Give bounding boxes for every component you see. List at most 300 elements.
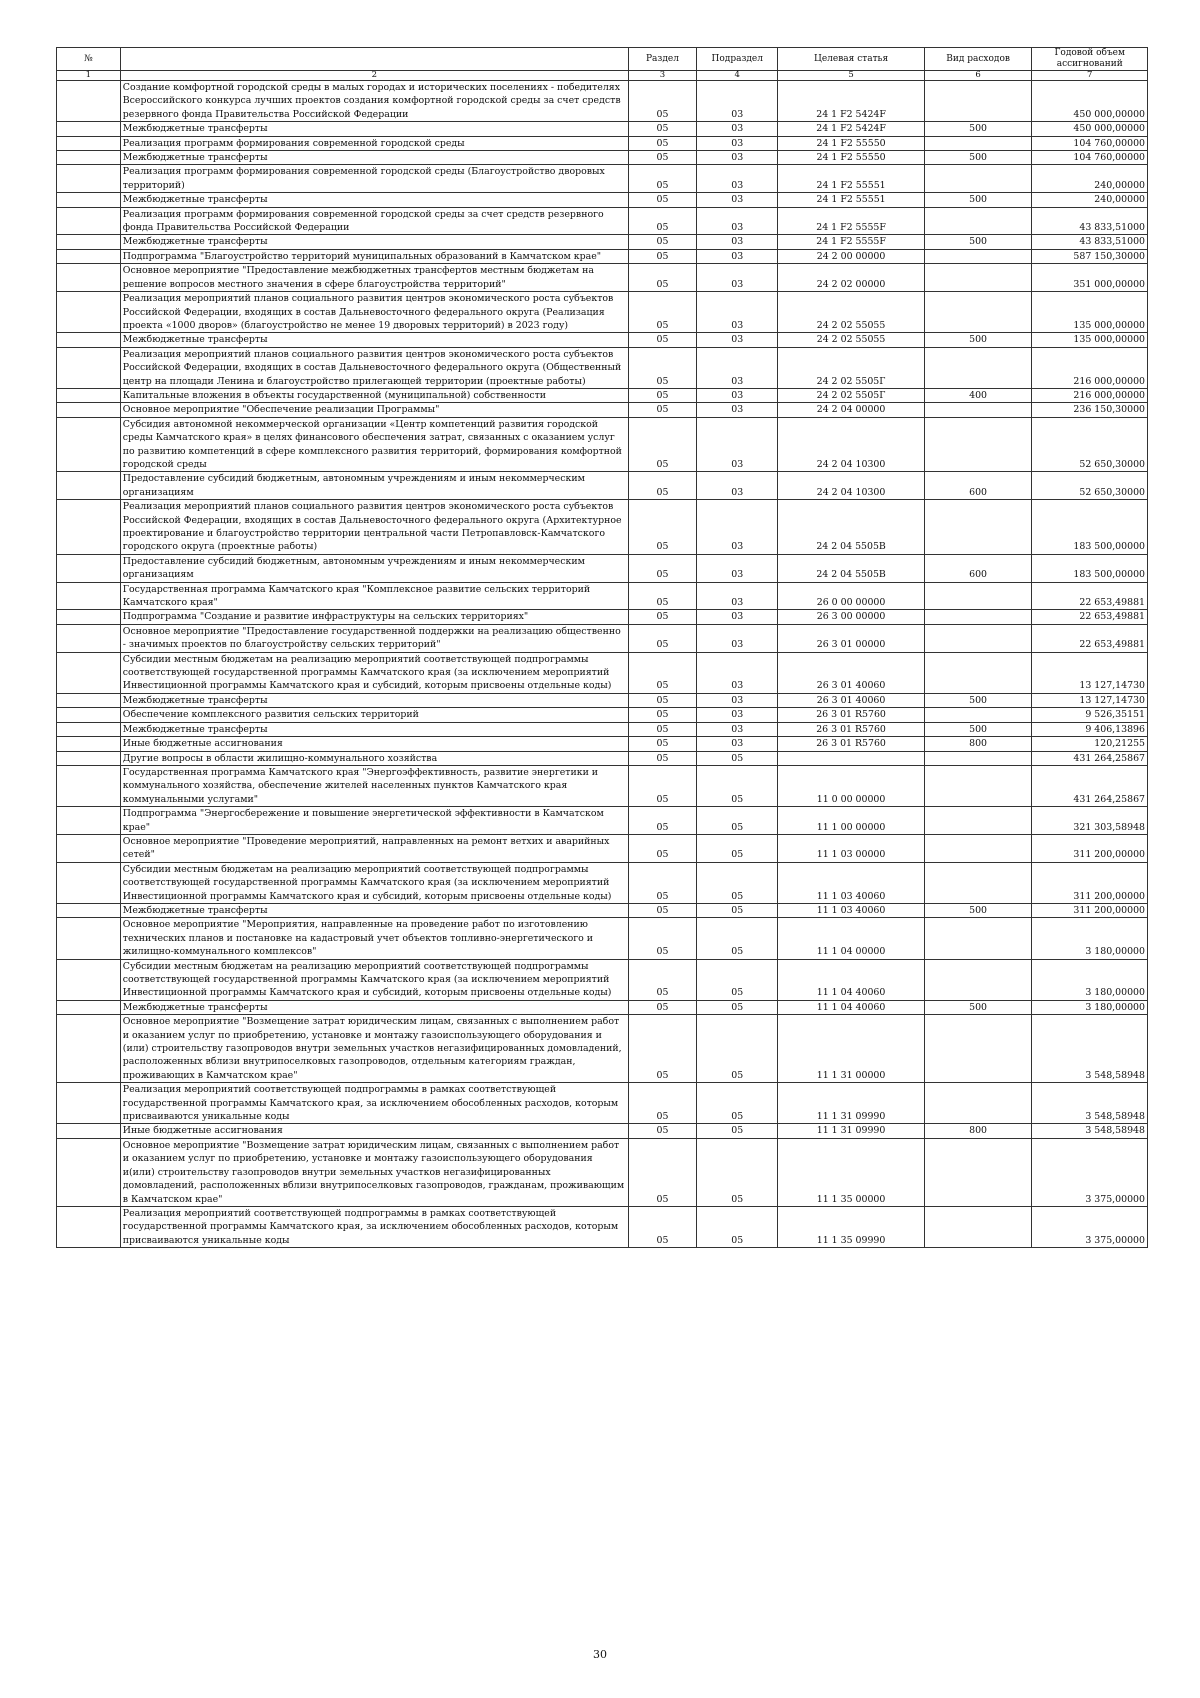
cell-vid bbox=[924, 417, 1032, 472]
cell-amount: 216 000,00000 bbox=[1032, 388, 1148, 402]
table-row bbox=[57, 765, 1148, 806]
cell-podrazdel: 03 bbox=[697, 417, 778, 472]
cell-razdel: 05 bbox=[628, 554, 696, 582]
cell-celevaya: 24 2 04 10300 bbox=[778, 417, 924, 472]
cell-name: Основное мероприятие "Мероприятия, направленные на проведение работ по изготовлению технических планов и постановке на кадастровый учет объектов топливно-энергетического и жилищно-коммунального комплексов" bbox=[120, 918, 628, 959]
cell-celevaya: 24 2 04 10300 bbox=[778, 472, 924, 500]
cell-podrazdel: 03 bbox=[697, 652, 778, 693]
cell-razdel: 05 bbox=[628, 235, 696, 249]
cell-razdel: 05 bbox=[628, 903, 696, 917]
table-row bbox=[57, 1083, 1148, 1124]
cell-amount: 52 650,30000 bbox=[1032, 417, 1148, 472]
cell-podrazdel: 03 bbox=[697, 292, 778, 333]
cell-num bbox=[57, 151, 121, 165]
cell-vid bbox=[924, 959, 1032, 1000]
cell-vid bbox=[924, 403, 1032, 417]
cell-name: Субсидия автономной некоммерческой организации «Центр компетенций развития городской среды Камчатского края» в целях финансового обеспечения затрат, связанных с оказанием услуг по развитию компетенций в сфере комплексного развития территорий, формирования комфортной городской среды bbox=[120, 417, 628, 472]
table-row bbox=[57, 751, 1148, 765]
table-row bbox=[57, 708, 1148, 722]
table-row bbox=[57, 959, 1148, 1000]
cell-celevaya: 24 2 02 55055 bbox=[778, 292, 924, 333]
cell-num bbox=[57, 807, 121, 835]
header-podrazdel: Подраздел bbox=[697, 48, 778, 71]
table-row bbox=[57, 693, 1148, 707]
table-header-row bbox=[57, 48, 1148, 71]
cell-num bbox=[57, 582, 121, 610]
cell-name: Реализация мероприятий соответствующей подпрограммы в рамках соответствующей государственной программы Камчатского края, за исключением обособленных расходов, которым присваиваются уникальные коды bbox=[120, 1083, 628, 1124]
cell-vid bbox=[924, 292, 1032, 333]
cell-vid bbox=[924, 81, 1032, 122]
cell-podrazdel: 05 bbox=[697, 1015, 778, 1083]
cell-razdel: 05 bbox=[628, 610, 696, 624]
cell-podrazdel: 05 bbox=[697, 1083, 778, 1124]
cell-celevaya: 11 1 03 40060 bbox=[778, 862, 924, 903]
cell-podrazdel: 05 bbox=[697, 751, 778, 765]
cell-podrazdel: 05 bbox=[697, 765, 778, 806]
cell-podrazdel: 03 bbox=[697, 708, 778, 722]
cell-amount: 431 264,25867 bbox=[1032, 765, 1148, 806]
cell-celevaya: 11 1 03 00000 bbox=[778, 834, 924, 862]
cell-name: Межбюджетные трансферты bbox=[120, 151, 628, 165]
cell-name: Реализация мероприятий планов социального развития центров экономического роста субъектов Российской Федерации, входящих в состав Дальневосточного федерального округа (Реализация проекта «1000 дворов» (благоустройство не менее 19 дворовых территорий) в 2023 году) bbox=[120, 292, 628, 333]
table-row bbox=[57, 333, 1148, 347]
cell-celevaya bbox=[778, 751, 924, 765]
cell-num bbox=[57, 751, 121, 765]
cell-amount: 9 526,35151 bbox=[1032, 708, 1148, 722]
cell-celevaya: 24 2 04 5505В bbox=[778, 500, 924, 555]
cell-name: Межбюджетные трансферты bbox=[120, 722, 628, 736]
cell-celevaya: 11 1 00 00000 bbox=[778, 807, 924, 835]
cell-razdel: 05 bbox=[628, 1124, 696, 1138]
cell-podrazdel: 03 bbox=[697, 249, 778, 263]
cell-name: Межбюджетные трансферты bbox=[120, 122, 628, 136]
cell-name: Основное мероприятие "Обеспечение реализации Программы" bbox=[120, 403, 628, 417]
cell-podrazdel: 05 bbox=[697, 903, 778, 917]
cell-razdel: 05 bbox=[628, 347, 696, 388]
table-row bbox=[57, 417, 1148, 472]
cell-podrazdel: 03 bbox=[697, 122, 778, 136]
cell-name: Межбюджетные трансферты bbox=[120, 193, 628, 207]
cell-celevaya: 24 1 F2 5555F bbox=[778, 207, 924, 235]
cell-razdel: 05 bbox=[628, 1138, 696, 1206]
table-row bbox=[57, 918, 1148, 959]
table-row bbox=[57, 151, 1148, 165]
cell-num bbox=[57, 693, 121, 707]
cell-podrazdel: 05 bbox=[697, 834, 778, 862]
cell-razdel: 05 bbox=[628, 862, 696, 903]
cell-num bbox=[57, 500, 121, 555]
cell-podrazdel: 03 bbox=[697, 207, 778, 235]
cell-razdel: 05 bbox=[628, 122, 696, 136]
cell-razdel: 05 bbox=[628, 1083, 696, 1124]
cell-razdel: 05 bbox=[628, 708, 696, 722]
table-row bbox=[57, 1000, 1148, 1014]
cell-podrazdel: 03 bbox=[697, 193, 778, 207]
cell-celevaya: 26 3 00 00000 bbox=[778, 610, 924, 624]
cell-celevaya: 26 3 01 00000 bbox=[778, 624, 924, 652]
cell-name: Межбюджетные трансферты bbox=[120, 333, 628, 347]
header-razdel: Раздел bbox=[628, 48, 696, 71]
cell-name: Реализация программ формирования современной городской среды за счет средств резервного фонда Правительства Российской Федерации bbox=[120, 207, 628, 235]
cell-num bbox=[57, 333, 121, 347]
cell-razdel: 05 bbox=[628, 292, 696, 333]
cell-celevaya: 24 2 02 00000 bbox=[778, 264, 924, 292]
table-row bbox=[57, 903, 1148, 917]
cell-amount: 311 200,00000 bbox=[1032, 834, 1148, 862]
cell-razdel: 05 bbox=[628, 165, 696, 193]
table-row bbox=[57, 624, 1148, 652]
cell-amount: 311 200,00000 bbox=[1032, 903, 1148, 917]
cell-podrazdel: 03 bbox=[697, 403, 778, 417]
table-row bbox=[57, 388, 1148, 402]
table-row bbox=[57, 472, 1148, 500]
header-celevaya: Целевая статья bbox=[778, 48, 924, 71]
cell-razdel: 05 bbox=[628, 737, 696, 751]
cell-razdel: 05 bbox=[628, 151, 696, 165]
cell-num bbox=[57, 122, 121, 136]
cell-razdel: 05 bbox=[628, 624, 696, 652]
cell-celevaya: 24 1 F2 55551 bbox=[778, 165, 924, 193]
cell-amount: 104 760,00000 bbox=[1032, 151, 1148, 165]
cell-razdel: 05 bbox=[628, 403, 696, 417]
cell-podrazdel: 03 bbox=[697, 554, 778, 582]
table-row bbox=[57, 292, 1148, 333]
cell-num bbox=[57, 388, 121, 402]
cell-vid: 500 bbox=[924, 151, 1032, 165]
cell-num bbox=[57, 624, 121, 652]
cell-vid: 500 bbox=[924, 722, 1032, 736]
cell-amount: 183 500,00000 bbox=[1032, 554, 1148, 582]
cell-razdel: 05 bbox=[628, 472, 696, 500]
cell-num bbox=[57, 1124, 121, 1138]
cell-celevaya: 24 1 F2 5555F bbox=[778, 235, 924, 249]
cell-celevaya: 26 3 01 R5760 bbox=[778, 708, 924, 722]
cell-razdel: 05 bbox=[628, 81, 696, 122]
cell-celevaya: 24 1 F2 5424F bbox=[778, 81, 924, 122]
cell-vid: 600 bbox=[924, 472, 1032, 500]
cell-amount: 43 833,51000 bbox=[1032, 207, 1148, 235]
cell-razdel: 05 bbox=[628, 500, 696, 555]
cell-amount: 3 375,00000 bbox=[1032, 1206, 1148, 1247]
cell-vid bbox=[924, 165, 1032, 193]
cell-num bbox=[57, 1015, 121, 1083]
cell-num bbox=[57, 417, 121, 472]
cell-vid: 500 bbox=[924, 235, 1032, 249]
cell-celevaya: 24 2 00 00000 bbox=[778, 249, 924, 263]
cell-name: Основное мероприятие "Проведение мероприятий, направленных на ремонт ветхих и аварийных сетей" bbox=[120, 834, 628, 862]
cell-name: Создание комфортной городской среды в малых городах и исторических поселениях - победителях Всероссийского конкурса лучших проектов создания комфортной городской среды за счет средств резервного фонда Правительства Российской Федерации bbox=[120, 81, 628, 122]
cell-razdel: 05 bbox=[628, 1015, 696, 1083]
cell-podrazdel: 05 bbox=[697, 807, 778, 835]
cell-amount: 587 150,30000 bbox=[1032, 249, 1148, 263]
column-number: 5 bbox=[778, 71, 924, 81]
cell-vid bbox=[924, 264, 1032, 292]
cell-razdel: 05 bbox=[628, 417, 696, 472]
cell-amount: 3 548,58948 bbox=[1032, 1015, 1148, 1083]
cell-podrazdel: 05 bbox=[697, 1138, 778, 1206]
cell-podrazdel: 03 bbox=[697, 333, 778, 347]
cell-amount: 13 127,14730 bbox=[1032, 652, 1148, 693]
cell-vid bbox=[924, 652, 1032, 693]
cell-vid: 800 bbox=[924, 737, 1032, 751]
cell-num bbox=[57, 610, 121, 624]
cell-podrazdel: 03 bbox=[697, 347, 778, 388]
cell-celevaya: 11 1 35 00000 bbox=[778, 1138, 924, 1206]
cell-celevaya: 26 3 01 40060 bbox=[778, 652, 924, 693]
cell-vid bbox=[924, 751, 1032, 765]
cell-vid: 500 bbox=[924, 193, 1032, 207]
cell-amount: 135 000,00000 bbox=[1032, 333, 1148, 347]
cell-podrazdel: 03 bbox=[697, 388, 778, 402]
cell-name: Капитальные вложения в объекты государственной (муниципальной) собственности bbox=[120, 388, 628, 402]
cell-num bbox=[57, 903, 121, 917]
table-row bbox=[57, 136, 1148, 150]
cell-amount: 240,00000 bbox=[1032, 165, 1148, 193]
cell-vid bbox=[924, 249, 1032, 263]
table-row bbox=[57, 500, 1148, 555]
table-row bbox=[57, 264, 1148, 292]
table-body bbox=[57, 81, 1148, 1248]
table-row bbox=[57, 610, 1148, 624]
header-obem: Годовой объем ассигнований bbox=[1032, 48, 1148, 71]
cell-num bbox=[57, 918, 121, 959]
cell-podrazdel: 03 bbox=[697, 235, 778, 249]
cell-podrazdel: 05 bbox=[697, 918, 778, 959]
cell-vid bbox=[924, 582, 1032, 610]
cell-amount: 9 406,13896 bbox=[1032, 722, 1148, 736]
cell-podrazdel: 03 bbox=[697, 722, 778, 736]
cell-amount: 3 548,58948 bbox=[1032, 1083, 1148, 1124]
cell-name: Основное мероприятие "Предоставление государственной поддержки на реализацию общественно - значимых проектов по благоустройству сельских территорий" bbox=[120, 624, 628, 652]
cell-razdel: 05 bbox=[628, 652, 696, 693]
cell-name: Государственная программа Камчатского края "Энергоэффективность, развитие энергетики и коммунального хозяйства, обеспечение жителей населенных пунктов Камчатского края коммунальными услугами" bbox=[120, 765, 628, 806]
cell-amount: 3 375,00000 bbox=[1032, 1138, 1148, 1206]
cell-num bbox=[57, 193, 121, 207]
cell-razdel: 05 bbox=[628, 765, 696, 806]
cell-razdel: 05 bbox=[628, 1000, 696, 1014]
cell-name: Обеспечение комплексного развития сельских территорий bbox=[120, 708, 628, 722]
cell-num bbox=[57, 1138, 121, 1206]
cell-name: Предоставление субсидий бюджетным, автономным учреждениям и иным некоммерческим организациям bbox=[120, 554, 628, 582]
cell-celevaya: 11 0 00 00000 bbox=[778, 765, 924, 806]
cell-name: Межбюджетные трансферты bbox=[120, 1000, 628, 1014]
table-row bbox=[57, 249, 1148, 263]
cell-num bbox=[57, 862, 121, 903]
cell-amount: 22 653,49881 bbox=[1032, 582, 1148, 610]
cell-num bbox=[57, 1083, 121, 1124]
cell-vid bbox=[924, 1083, 1032, 1124]
cell-razdel: 05 bbox=[628, 751, 696, 765]
cell-podrazdel: 03 bbox=[697, 81, 778, 122]
cell-amount: 3 180,00000 bbox=[1032, 1000, 1148, 1014]
cell-amount: 321 303,58948 bbox=[1032, 807, 1148, 835]
cell-podrazdel: 03 bbox=[697, 610, 778, 624]
cell-num bbox=[57, 235, 121, 249]
cell-name: Межбюджетные трансферты bbox=[120, 903, 628, 917]
cell-num bbox=[57, 165, 121, 193]
cell-podrazdel: 03 bbox=[697, 136, 778, 150]
cell-name: Иные бюджетные ассигнования bbox=[120, 1124, 628, 1138]
cell-vid bbox=[924, 807, 1032, 835]
cell-celevaya: 24 2 02 55055 bbox=[778, 333, 924, 347]
table-row bbox=[57, 347, 1148, 388]
table-row bbox=[57, 81, 1148, 122]
cell-name: Межбюджетные трансферты bbox=[120, 235, 628, 249]
table-row bbox=[57, 737, 1148, 751]
cell-num bbox=[57, 472, 121, 500]
table-row bbox=[57, 862, 1148, 903]
cell-num bbox=[57, 347, 121, 388]
cell-celevaya: 24 1 F2 55551 bbox=[778, 193, 924, 207]
cell-num bbox=[57, 708, 121, 722]
table-row bbox=[57, 1015, 1148, 1083]
cell-razdel: 05 bbox=[628, 834, 696, 862]
cell-amount: 240,00000 bbox=[1032, 193, 1148, 207]
cell-vid bbox=[924, 708, 1032, 722]
cell-num bbox=[57, 737, 121, 751]
cell-podrazdel: 05 bbox=[697, 1000, 778, 1014]
cell-vid bbox=[924, 207, 1032, 235]
cell-celevaya: 11 1 04 40060 bbox=[778, 1000, 924, 1014]
cell-podrazdel: 03 bbox=[697, 165, 778, 193]
header-num: № bbox=[57, 48, 121, 71]
column-numbers-row bbox=[57, 71, 1148, 81]
table-row bbox=[57, 807, 1148, 835]
cell-name: Подпрограмма "Благоустройство территорий муниципальных образований в Камчатском крае" bbox=[120, 249, 628, 263]
cell-num bbox=[57, 959, 121, 1000]
column-number: 4 bbox=[697, 71, 778, 81]
cell-amount: 450 000,00000 bbox=[1032, 81, 1148, 122]
cell-podrazdel: 03 bbox=[697, 264, 778, 292]
cell-podrazdel: 05 bbox=[697, 1206, 778, 1247]
cell-razdel: 05 bbox=[628, 807, 696, 835]
cell-vid bbox=[924, 1206, 1032, 1247]
column-number: 3 bbox=[628, 71, 696, 81]
cell-num bbox=[57, 81, 121, 122]
cell-celevaya: 11 1 04 40060 bbox=[778, 959, 924, 1000]
cell-celevaya: 24 1 F2 55550 bbox=[778, 136, 924, 150]
cell-celevaya: 24 2 04 00000 bbox=[778, 403, 924, 417]
cell-num bbox=[57, 403, 121, 417]
cell-podrazdel: 03 bbox=[697, 737, 778, 751]
cell-amount: 135 000,00000 bbox=[1032, 292, 1148, 333]
cell-vid bbox=[924, 347, 1032, 388]
table-row bbox=[57, 582, 1148, 610]
cell-num bbox=[57, 722, 121, 736]
cell-razdel: 05 bbox=[628, 193, 696, 207]
table-row bbox=[57, 122, 1148, 136]
cell-num bbox=[57, 1206, 121, 1247]
budget-table bbox=[56, 47, 1148, 1248]
table-row bbox=[57, 165, 1148, 193]
cell-razdel: 05 bbox=[628, 264, 696, 292]
cell-name: Субсидии местным бюджетам на реализацию мероприятий соответствующей подпрограммы соответствующей государственной программы Камчатского края (за исключением мероприятий Инвестиционной программы Камчатского края и субсидий, которым присвоены отдельные коды) bbox=[120, 652, 628, 693]
cell-vid bbox=[924, 834, 1032, 862]
cell-amount: 3 180,00000 bbox=[1032, 959, 1148, 1000]
cell-podrazdel: 03 bbox=[697, 151, 778, 165]
cell-razdel: 05 bbox=[628, 959, 696, 1000]
cell-amount: 120,21255 bbox=[1032, 737, 1148, 751]
cell-num bbox=[57, 292, 121, 333]
cell-amount: 351 000,00000 bbox=[1032, 264, 1148, 292]
cell-amount: 216 000,00000 bbox=[1032, 347, 1148, 388]
cell-amount: 183 500,00000 bbox=[1032, 500, 1148, 555]
column-number: 6 bbox=[924, 71, 1032, 81]
cell-razdel: 05 bbox=[628, 333, 696, 347]
header-vid: Вид расходов bbox=[924, 48, 1032, 71]
cell-amount: 22 653,49881 bbox=[1032, 624, 1148, 652]
cell-celevaya: 24 2 02 5505Г bbox=[778, 347, 924, 388]
cell-name: Реализация программ формирования современной городской среды (Благоустройство дворовых территорий) bbox=[120, 165, 628, 193]
cell-vid bbox=[924, 1015, 1032, 1083]
cell-amount: 22 653,49881 bbox=[1032, 610, 1148, 624]
cell-vid bbox=[924, 918, 1032, 959]
cell-name: Подпрограмма "Создание и развитие инфраструктуры на сельских территориях" bbox=[120, 610, 628, 624]
cell-celevaya: 11 1 35 09990 bbox=[778, 1206, 924, 1247]
column-number: 1 bbox=[57, 71, 121, 81]
cell-celevaya: 11 1 31 09990 bbox=[778, 1124, 924, 1138]
cell-razdel: 05 bbox=[628, 136, 696, 150]
cell-razdel: 05 bbox=[628, 1206, 696, 1247]
table-row bbox=[57, 1138, 1148, 1206]
cell-name: Реализация мероприятий планов социального развития центров экономического роста субъектов Российской Федерации, входящих в состав Дальневосточного федерального округа (Архитектурное проектирование и благоустройство территории центральной части Петропавловск-Камчатского городского округа (проектные работы) bbox=[120, 500, 628, 555]
cell-num bbox=[57, 1000, 121, 1014]
cell-podrazdel: 05 bbox=[697, 959, 778, 1000]
cell-amount: 104 760,00000 bbox=[1032, 136, 1148, 150]
cell-vid: 500 bbox=[924, 122, 1032, 136]
cell-vid: 500 bbox=[924, 693, 1032, 707]
cell-vid bbox=[924, 624, 1032, 652]
cell-vid bbox=[924, 136, 1032, 150]
cell-vid: 600 bbox=[924, 554, 1032, 582]
cell-podrazdel: 03 bbox=[697, 472, 778, 500]
cell-amount: 52 650,30000 bbox=[1032, 472, 1148, 500]
cell-amount: 43 833,51000 bbox=[1032, 235, 1148, 249]
cell-name: Основное мероприятие "Возмещение затрат юридическим лицам, связанных с выполнением работ и оказанием услуг по приобретению, установке и монтажу газоиспользующего оборудования и (или) строительству газопроводов внутри земельных участков негазифицированных домовладений, расположенных вблизи внутрипоселковых газопроводов, отдельным категориям граждан, проживающих в Камчатском крае" bbox=[120, 1015, 628, 1083]
cell-name: Иные бюджетные ассигнования bbox=[120, 737, 628, 751]
cell-razdel: 05 bbox=[628, 388, 696, 402]
cell-celevaya: 24 2 04 5505В bbox=[778, 554, 924, 582]
cell-amount: 3 548,58948 bbox=[1032, 1124, 1148, 1138]
cell-name: Предоставление субсидий бюджетным, автономным учреждениям и иным некоммерческим организациям bbox=[120, 472, 628, 500]
cell-name: Субсидии местным бюджетам на реализацию мероприятий соответствующей подпрограммы соответствующей государственной программы Камчатского края (за исключением мероприятий Инвестиционной программы Камчатского края и субсидий, которым присвоены отдельные коды) bbox=[120, 959, 628, 1000]
cell-celevaya: 11 1 31 09990 bbox=[778, 1083, 924, 1124]
cell-vid bbox=[924, 862, 1032, 903]
column-number: 2 bbox=[120, 71, 628, 81]
table-row bbox=[57, 235, 1148, 249]
cell-num bbox=[57, 765, 121, 806]
cell-podrazdel: 03 bbox=[697, 693, 778, 707]
cell-amount: 450 000,00000 bbox=[1032, 122, 1148, 136]
cell-vid bbox=[924, 500, 1032, 555]
table-row bbox=[57, 834, 1148, 862]
page-number: 30 bbox=[593, 1648, 607, 1661]
cell-razdel: 05 bbox=[628, 582, 696, 610]
cell-celevaya: 24 1 F2 55550 bbox=[778, 151, 924, 165]
cell-podrazdel: 03 bbox=[697, 582, 778, 610]
cell-amount: 311 200,00000 bbox=[1032, 862, 1148, 903]
cell-vid bbox=[924, 1138, 1032, 1206]
cell-celevaya: 26 3 01 R5760 bbox=[778, 722, 924, 736]
cell-podrazdel: 03 bbox=[697, 624, 778, 652]
budget-sheet bbox=[56, 47, 1148, 1248]
cell-celevaya: 24 1 F2 5424F bbox=[778, 122, 924, 136]
cell-num bbox=[57, 652, 121, 693]
cell-num bbox=[57, 136, 121, 150]
cell-amount: 13 127,14730 bbox=[1032, 693, 1148, 707]
header-name bbox=[120, 48, 628, 71]
cell-name: Реализация программ формирования современной городской среды bbox=[120, 136, 628, 150]
